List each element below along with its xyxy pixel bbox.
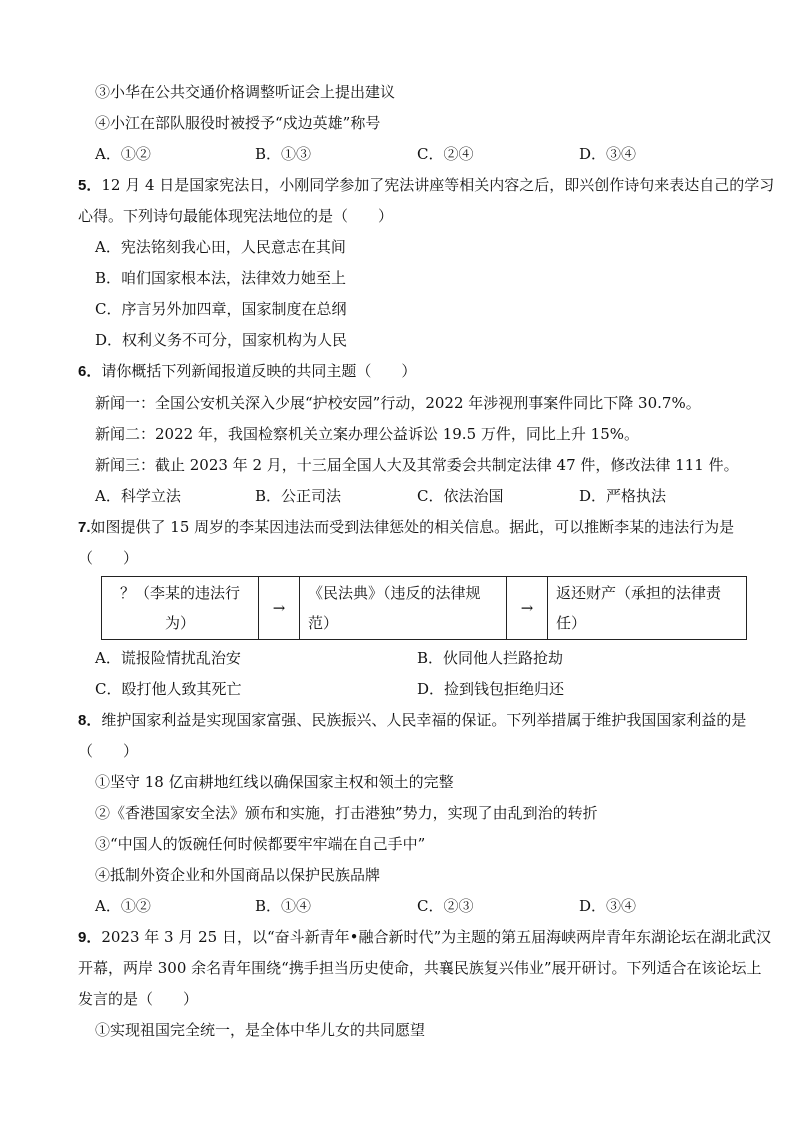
q8-item-3: ③“中国人的饭碗任何时候都要牢牢端在自己手中” (95, 835, 426, 853)
q9-stem-line-3: 发言的是（ ） (78, 990, 199, 1008)
q8-option-a: A．①② (95, 897, 151, 915)
q8-stem-line-2: （ ） (78, 742, 139, 760)
q8-option-b: B．①④ (255, 897, 312, 915)
q8-item-1: ①坚守 18 亿亩耕地红线以确保国家主权和领土的完整 (95, 773, 454, 791)
q6-option-b: B．公正司法 (255, 487, 342, 505)
q4-option-b: B．①③ (255, 145, 312, 163)
q7-legal-info-table (101, 576, 747, 640)
q7-option-d: D．捡到钱包拒绝归还 (417, 680, 565, 698)
q6-news-3: 新闻三：截止 2023 年 2 月，十三届全国人大及其常委会共制定法律 47 件，修改法律 111 件。 (95, 456, 739, 474)
q6-news-2: 新闻二：2022 年，我国检察机关立案办理公益诉讼 19.5 万件，同比上升 15%。 (95, 425, 639, 443)
q6-option-d: D．严格执法 (579, 487, 667, 505)
q7-number: 7. (78, 519, 91, 536)
q7-stem-line-1: 7.如图提供了 15 周岁的李某因违法而受到法律惩处的相关信息。据此，可以推断李某的违法行为是 (78, 518, 735, 536)
q7-cell-liability: 返还财产（承担的法律责 任） (548, 577, 747, 640)
q7-cell-law: 《民法典》（违反的法律规 范） (300, 577, 507, 640)
q4-option-d: D．③④ (579, 145, 637, 163)
q5-option-c: C．序言另外加四章，国家制度在总纲 (95, 300, 347, 318)
q9-number: 9． (78, 929, 102, 946)
q6-option-c: C．依法治国 (417, 487, 504, 505)
q4-option-a: A．①② (95, 145, 151, 163)
q8-stem-line-1: 8．维护国家利益是实现国家富强、民族振兴、人民幸福的保证。下列举措属于维护我国国家利益的是 (78, 711, 747, 729)
q5-option-a: A．宪法铭刻我心田，人民意志在其间 (95, 238, 346, 256)
q8-number: 8． (78, 712, 102, 729)
q5-number: 5． (78, 177, 102, 194)
q6-option-a: A．科学立法 (95, 487, 181, 505)
q6-news-1: 新闻一：全国公安机关深入少展“护校安园”行动，2022 年涉视刑事案件同比下降 30.7%。 (95, 394, 701, 412)
q7-option-c: C．殴打他人致其死亡 (95, 680, 242, 698)
q8-item-2: ②《香港国家安全法》颁布和实施，打击港独”势力，实现了由乱到治的转折 (95, 804, 598, 822)
q5-stem-line-2: 心得。下列诗句最能体现宪法地位的是（ ） (78, 207, 394, 225)
q8-item-4: ④抵制外资企业和外国商品以保护民族品牌 (95, 866, 381, 884)
q7-option-b: B．伙同他人拦路抢劫 (417, 649, 564, 667)
arrow-icon: → (259, 577, 300, 640)
q7-cell-illegal-act: ？（李某的违法行为） (102, 577, 259, 640)
q9-stem-line-1: 9．2023 年 3 月 25 日，以“奋斗新青年•融合新时代”为主题的第五届海峡两岸青年东湖论坛在湖北武汉 (78, 928, 772, 946)
q7-stem-line-2: （ ） (78, 549, 139, 567)
q4-option-c: C．②④ (417, 145, 474, 163)
q5-stem-line-1: 5．12 月 4 日是国家宪法日，小刚同学参加了宪法讲座等相关内容之后，即兴创作诗句来表达自己的学习 (78, 176, 775, 194)
q4-item-4: ④小江在部队服役时被授予“戍边英雄”称号 (95, 114, 381, 132)
q5-option-b: B．咱们国家根本法，法律效力她至上 (95, 269, 347, 287)
q8-option-c: C．②③ (417, 897, 474, 915)
q6-stem: 6．请你概括下列新闻报道反映的共同主题（ ） (78, 362, 417, 380)
q6-number: 6． (78, 363, 102, 380)
q5-option-d: D．权利义务不可分，国家机构为人民 (95, 331, 348, 349)
q8-option-d: D．③④ (579, 897, 637, 915)
arrow-icon: → (507, 577, 548, 640)
q7-option-a: A．谎报险情扰乱治安 (95, 649, 241, 667)
q9-stem-line-2: 开幕，两岸 300 余名青年围绕“携手担当历史使命，共襄民族复兴伟业”展开研讨。下列适合在该论坛上 (78, 959, 762, 977)
q9-item-1: ①实现祖国完全统一，是全体中华儿女的共同愿望 (95, 1021, 426, 1039)
q4-item-3: ③小华在公共交通价格调整听证会上提出建议 (95, 83, 396, 101)
